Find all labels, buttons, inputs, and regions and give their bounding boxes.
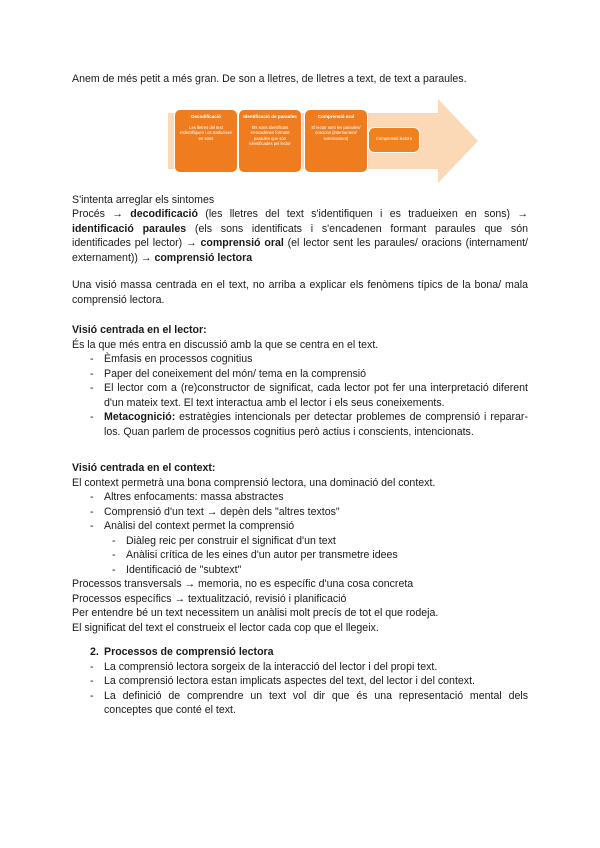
- list-item: - Anàlisi crítica de les eines d'un autor per transmetre idees: [112, 548, 528, 563]
- reading-comprehension-box: [368, 127, 420, 153]
- reading-comprehension-title: Comprensió lectora: [375, 135, 413, 141]
- context-list: [72, 490, 528, 534]
- list-item: - Comprensió d'un text → depèn dels "altres textos": [90, 505, 528, 520]
- word-identification-title: Identificació de paraules: [243, 113, 297, 119]
- word-identification-desc: Els sons identificats s'encadenen formant paraules que són identificades pel lector: [249, 124, 291, 147]
- context-sublist: [72, 534, 528, 578]
- context-heading: Visió centrada en el context:: [72, 462, 216, 474]
- metacognition-label: Metacognició:: [104, 411, 176, 423]
- process-paragraph: [72, 207, 528, 265]
- list-item: - Altres enfocaments: massa abstractes: [90, 490, 528, 505]
- list-item: - Identificació de "subtext": [112, 563, 528, 578]
- process-text-e: (els sons identificats i s'encadenen formant paraules que són identificades pel lector) →: [72, 222, 528, 249]
- process-text-g: (el lector sent les paraules/ oracions (internament/ externament)) →: [72, 237, 528, 264]
- document-page: [72, 72, 528, 718]
- reader-intro: És la que més entra en discussió amb la que se centra en el text.: [72, 338, 379, 351]
- oral-comprehension-desc: El lector sent les paraules/ oracions (internament/ externament): [311, 124, 361, 141]
- list-item: - La comprensió lectora sorgeix de la interacció del lector i del propi text.: [90, 660, 528, 675]
- reader-list: [72, 352, 528, 439]
- context-intro: El context permetrà una bona comprensió lectora, una dominació del context.: [72, 476, 436, 489]
- process-term-identification: identificació paraules: [72, 222, 187, 235]
- oral-comprehension-title: Comprensió oral: [317, 113, 355, 119]
- list-item: - La definició de comprendre un text vol dir que és una representació mental dels conceptes que conté el text.: [90, 689, 528, 718]
- vision-paragraph: Una visió massa centrada en el text, no arriba a explicar els fenòmens típics de la bona/ mala comprensió lectora.: [72, 279, 528, 306]
- section-2-number: 2.: [90, 646, 99, 658]
- list-item: - Paper del coneixement del món/ tema en la comprensió: [90, 367, 528, 382]
- context-line: Processos transversals → memoria, no es específic d'una cosa concreta: [72, 578, 414, 590]
- context-line: Per entendre bé un text necessitem un anàlisi molt precís de tot el que rodeja.: [72, 607, 439, 619]
- metacognition-text: estratègies intencionals per detectar problemes de comprensió i reparar-los. Quan parlem de processos cognitius però actius i conscients, intencionats.: [104, 411, 528, 438]
- process-text-c: (les lletres del text s'identifiquen i es tradueixen en sons) →: [197, 208, 528, 220]
- decodification-title: Decodificació: [191, 113, 221, 119]
- section-2-title: Processos de comprensió lectora: [104, 646, 274, 658]
- list-item: - Diàleg reic per construir el significat d'un text: [112, 534, 528, 549]
- context-line: Processos específics → textualització, revisió i planificació: [72, 592, 347, 605]
- context-section: [72, 461, 528, 635]
- list-item: - Èmfasis en processos cognitius: [90, 352, 528, 367]
- list-item: - Anàlisi del context permet la comprensió: [90, 519, 528, 534]
- intro-paragraph: Anem de més petit a més gran. De son a lletres, de lletres a text, de text a paraules.: [72, 73, 467, 85]
- reader-section: [72, 323, 528, 439]
- process-term-reading: comprensió lectora: [154, 251, 253, 264]
- context-line: El significat del text el construeix el lector cada cop que el llegeix.: [72, 621, 379, 634]
- process-text-a: Procés →: [72, 208, 131, 220]
- list-item: - El lector com a (re)constructor de significat, cada lector pot fer una interpretació diferent d'un mateix text. El text interactua amb el lector i els seus coneixements.: [90, 381, 528, 410]
- list-item: - La comprensió lectora estan implicats aspectes del text, del lector i del context.: [90, 674, 528, 689]
- process-diagram: [72, 95, 528, 187]
- process-term-decodification: decodificació: [130, 208, 198, 220]
- reader-heading: Visió centrada en el lector:: [72, 324, 207, 336]
- decodification-desc: Les lletres del text s'identifiquen i es tradueixen en sons: [179, 124, 233, 141]
- oral-comprehension-box: [304, 109, 368, 173]
- section-2: [72, 645, 528, 718]
- word-identification-box: [238, 109, 302, 173]
- symptoms-line: S'intenta arreglar els sintomes: [72, 193, 215, 206]
- decodification-box: [174, 109, 238, 173]
- list-item-metacognition: [90, 410, 528, 439]
- section-2-list: [72, 660, 528, 718]
- process-term-oral: comprensió oral: [200, 237, 284, 249]
- section-2-heading: [72, 645, 528, 660]
